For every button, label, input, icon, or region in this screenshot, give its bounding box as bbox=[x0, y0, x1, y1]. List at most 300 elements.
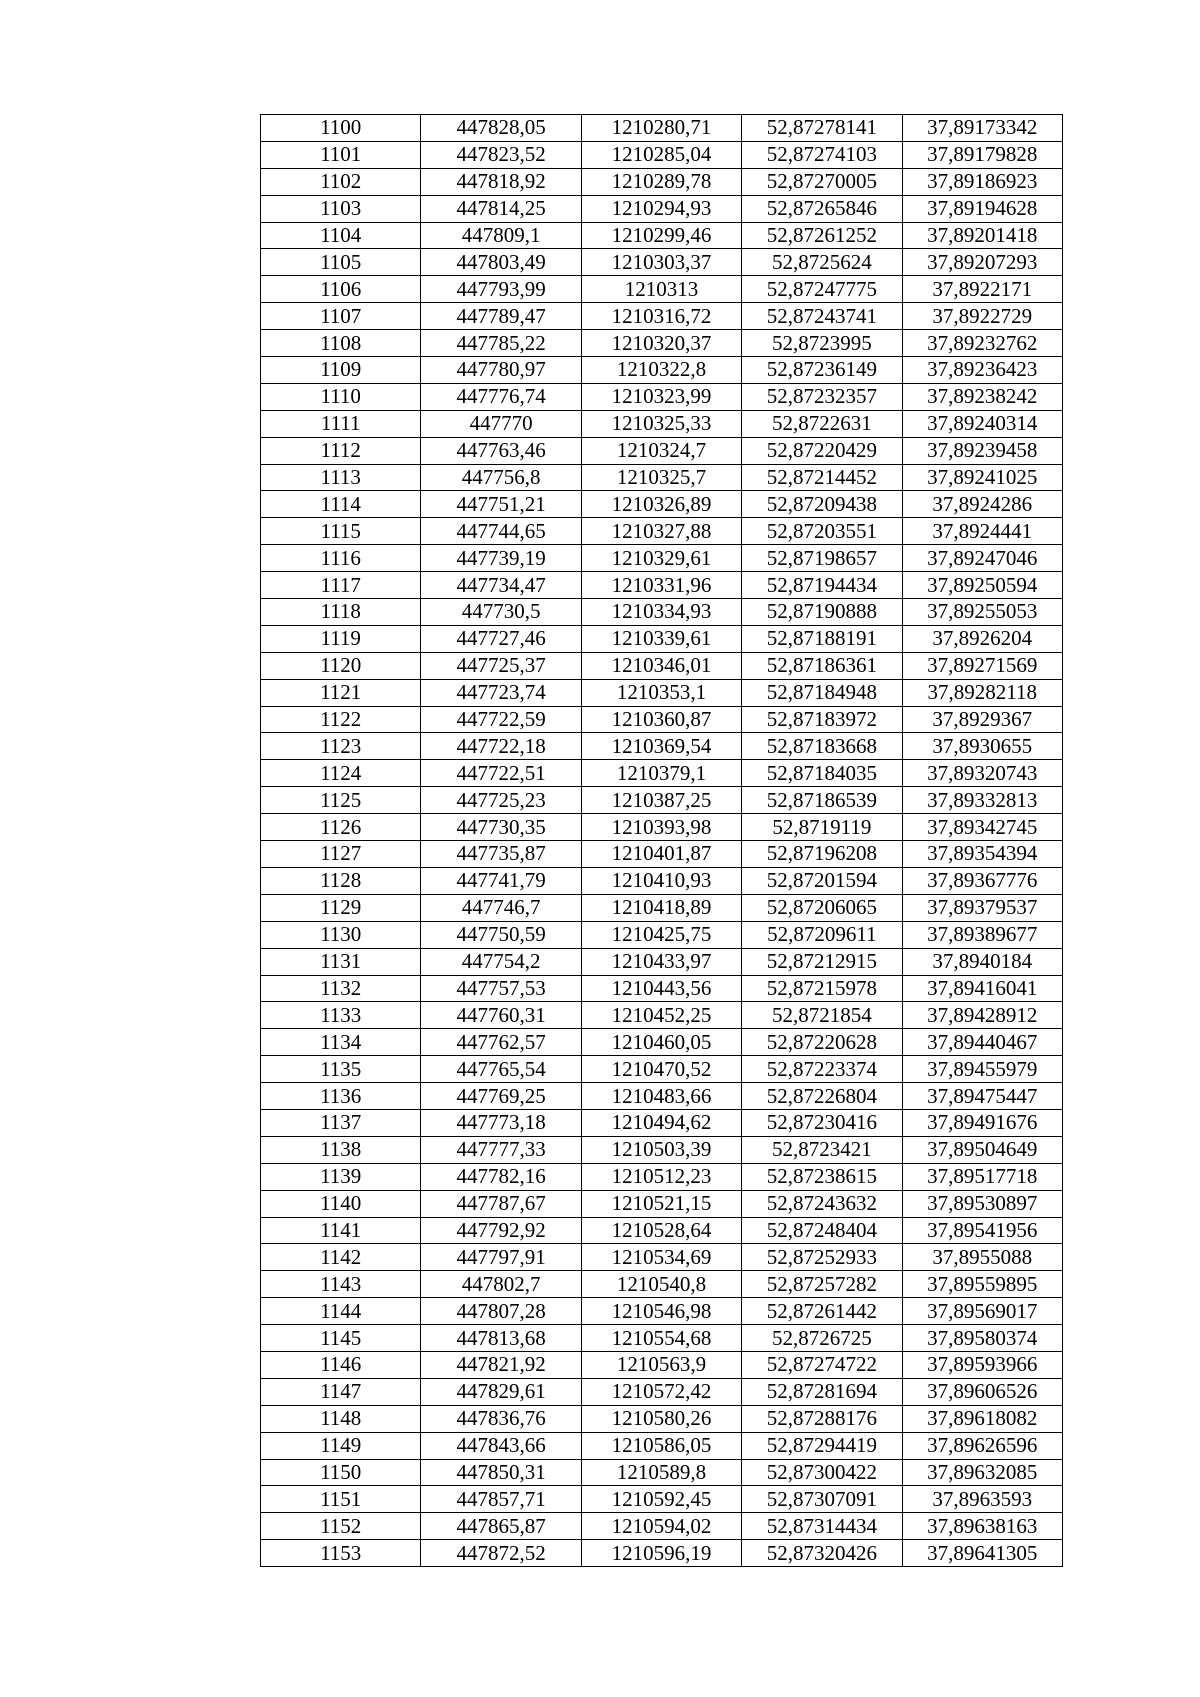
latitude-cell: 52,87257282 bbox=[742, 1271, 902, 1298]
x-coordinate-cell: 447762,57 bbox=[421, 1029, 581, 1056]
longitude-cell: 37,89530897 bbox=[902, 1190, 1062, 1217]
x-coordinate-cell: 447818,92 bbox=[421, 168, 581, 195]
point-number-cell: 1152 bbox=[261, 1513, 421, 1540]
y-coordinate-cell: 1210528,64 bbox=[581, 1217, 741, 1244]
table-row bbox=[261, 652, 1063, 679]
y-coordinate-cell: 1210470,52 bbox=[581, 1056, 741, 1083]
longitude-cell: 37,89638163 bbox=[902, 1513, 1062, 1540]
x-coordinate-cell: 447777,33 bbox=[421, 1136, 581, 1163]
y-coordinate-cell: 1210572,42 bbox=[581, 1378, 741, 1405]
longitude-cell: 37,8955088 bbox=[902, 1244, 1062, 1271]
longitude-cell: 37,89475447 bbox=[902, 1083, 1062, 1110]
longitude-cell: 37,89632085 bbox=[902, 1459, 1062, 1486]
point-number-cell: 1125 bbox=[261, 787, 421, 814]
point-number-cell: 1123 bbox=[261, 733, 421, 760]
latitude-cell: 52,87238615 bbox=[742, 1163, 902, 1190]
point-number-cell: 1149 bbox=[261, 1432, 421, 1459]
table-row bbox=[261, 1217, 1063, 1244]
y-coordinate-cell: 1210369,54 bbox=[581, 733, 741, 760]
y-coordinate-cell: 1210326,89 bbox=[581, 491, 741, 518]
point-number-cell: 1130 bbox=[261, 921, 421, 948]
longitude-cell: 37,89389677 bbox=[902, 921, 1062, 948]
longitude-cell: 37,8963593 bbox=[902, 1486, 1062, 1513]
point-number-cell: 1115 bbox=[261, 518, 421, 545]
y-coordinate-cell: 1210521,15 bbox=[581, 1190, 741, 1217]
point-number-cell: 1117 bbox=[261, 572, 421, 599]
x-coordinate-cell: 447756,8 bbox=[421, 464, 581, 491]
longitude-cell: 37,8922171 bbox=[902, 276, 1062, 303]
latitude-cell: 52,87307091 bbox=[742, 1486, 902, 1513]
table-row bbox=[261, 1244, 1063, 1271]
latitude-cell: 52,87198657 bbox=[742, 545, 902, 572]
x-coordinate-cell: 447857,71 bbox=[421, 1486, 581, 1513]
longitude-cell: 37,89194628 bbox=[902, 195, 1062, 222]
x-coordinate-cell: 447750,59 bbox=[421, 921, 581, 948]
latitude-cell: 52,87320426 bbox=[742, 1540, 902, 1567]
x-coordinate-cell: 447722,59 bbox=[421, 706, 581, 733]
x-coordinate-cell: 447782,16 bbox=[421, 1163, 581, 1190]
latitude-cell: 52,87252933 bbox=[742, 1244, 902, 1271]
longitude-cell: 37,89618082 bbox=[902, 1405, 1062, 1432]
latitude-cell: 52,87265846 bbox=[742, 195, 902, 222]
point-number-cell: 1120 bbox=[261, 652, 421, 679]
table-row bbox=[261, 572, 1063, 599]
table-row bbox=[261, 1486, 1063, 1513]
table-row bbox=[261, 894, 1063, 921]
x-coordinate-cell: 447744,65 bbox=[421, 518, 581, 545]
x-coordinate-cell: 447735,87 bbox=[421, 841, 581, 868]
x-coordinate-cell: 447865,87 bbox=[421, 1513, 581, 1540]
latitude-cell: 52,87184035 bbox=[742, 760, 902, 787]
latitude-cell: 52,87186361 bbox=[742, 652, 902, 679]
y-coordinate-cell: 1210393,98 bbox=[581, 814, 741, 841]
point-number-cell: 1104 bbox=[261, 222, 421, 249]
y-coordinate-cell: 1210592,45 bbox=[581, 1486, 741, 1513]
longitude-cell: 37,89186923 bbox=[902, 168, 1062, 195]
table-row bbox=[261, 1271, 1063, 1298]
y-coordinate-cell: 1210299,46 bbox=[581, 222, 741, 249]
table-row bbox=[261, 599, 1063, 626]
longitude-cell: 37,89232762 bbox=[902, 330, 1062, 357]
table-row bbox=[261, 1083, 1063, 1110]
point-number-cell: 1109 bbox=[261, 357, 421, 384]
table-row bbox=[261, 921, 1063, 948]
longitude-cell: 37,89593966 bbox=[902, 1351, 1062, 1378]
latitude-cell: 52,87281694 bbox=[742, 1378, 902, 1405]
point-number-cell: 1136 bbox=[261, 1083, 421, 1110]
point-number-cell: 1132 bbox=[261, 975, 421, 1002]
table-row bbox=[261, 679, 1063, 706]
y-coordinate-cell: 1210494,62 bbox=[581, 1109, 741, 1136]
y-coordinate-cell: 1210387,25 bbox=[581, 787, 741, 814]
longitude-cell: 37,89354394 bbox=[902, 841, 1062, 868]
x-coordinate-cell: 447789,47 bbox=[421, 303, 581, 330]
longitude-cell: 37,89282118 bbox=[902, 679, 1062, 706]
x-coordinate-cell: 447773,18 bbox=[421, 1109, 581, 1136]
point-number-cell: 1105 bbox=[261, 249, 421, 276]
latitude-cell: 52,87214452 bbox=[742, 464, 902, 491]
table-row bbox=[261, 518, 1063, 545]
longitude-cell: 37,89559895 bbox=[902, 1271, 1062, 1298]
y-coordinate-cell: 1210331,96 bbox=[581, 572, 741, 599]
x-coordinate-cell: 447723,74 bbox=[421, 679, 581, 706]
longitude-cell: 37,89179828 bbox=[902, 141, 1062, 168]
latitude-cell: 52,87203551 bbox=[742, 518, 902, 545]
table-row bbox=[261, 168, 1063, 195]
longitude-cell: 37,89504649 bbox=[902, 1136, 1062, 1163]
point-number-cell: 1131 bbox=[261, 948, 421, 975]
y-coordinate-cell: 1210443,56 bbox=[581, 975, 741, 1002]
x-coordinate-cell: 447850,31 bbox=[421, 1459, 581, 1486]
point-number-cell: 1147 bbox=[261, 1378, 421, 1405]
y-coordinate-cell: 1210554,68 bbox=[581, 1325, 741, 1352]
table-row bbox=[261, 330, 1063, 357]
y-coordinate-cell: 1210327,88 bbox=[581, 518, 741, 545]
table-row bbox=[261, 1136, 1063, 1163]
longitude-cell: 37,89455979 bbox=[902, 1056, 1062, 1083]
table-row bbox=[261, 222, 1063, 249]
x-coordinate-cell: 447754,2 bbox=[421, 948, 581, 975]
table-row bbox=[261, 1109, 1063, 1136]
y-coordinate-cell: 1210322,8 bbox=[581, 357, 741, 384]
latitude-cell: 52,87261442 bbox=[742, 1298, 902, 1325]
latitude-cell: 52,87188191 bbox=[742, 625, 902, 652]
y-coordinate-cell: 1210316,72 bbox=[581, 303, 741, 330]
x-coordinate-cell: 447792,92 bbox=[421, 1217, 581, 1244]
table-row bbox=[261, 1513, 1063, 1540]
x-coordinate-cell: 447793,99 bbox=[421, 276, 581, 303]
point-number-cell: 1128 bbox=[261, 867, 421, 894]
y-coordinate-cell: 1210323,99 bbox=[581, 383, 741, 410]
x-coordinate-cell: 447797,91 bbox=[421, 1244, 581, 1271]
x-coordinate-cell: 447739,19 bbox=[421, 545, 581, 572]
x-coordinate-cell: 447828,05 bbox=[421, 115, 581, 142]
y-coordinate-cell: 1210410,93 bbox=[581, 867, 741, 894]
latitude-cell: 52,8723995 bbox=[742, 330, 902, 357]
longitude-cell: 37,89379537 bbox=[902, 894, 1062, 921]
point-number-cell: 1141 bbox=[261, 1217, 421, 1244]
latitude-cell: 52,87209438 bbox=[742, 491, 902, 518]
table-row bbox=[261, 1056, 1063, 1083]
y-coordinate-cell: 1210425,75 bbox=[581, 921, 741, 948]
x-coordinate-cell: 447823,52 bbox=[421, 141, 581, 168]
point-number-cell: 1127 bbox=[261, 841, 421, 868]
point-number-cell: 1114 bbox=[261, 491, 421, 518]
point-number-cell: 1112 bbox=[261, 437, 421, 464]
longitude-cell: 37,89239458 bbox=[902, 437, 1062, 464]
table-row bbox=[261, 1298, 1063, 1325]
table-row bbox=[261, 1378, 1063, 1405]
coordinates-table bbox=[260, 114, 1063, 1567]
y-coordinate-cell: 1210563,9 bbox=[581, 1351, 741, 1378]
y-coordinate-cell: 1210289,78 bbox=[581, 168, 741, 195]
latitude-cell: 52,87247775 bbox=[742, 276, 902, 303]
table-row bbox=[261, 1029, 1063, 1056]
point-number-cell: 1106 bbox=[261, 276, 421, 303]
x-coordinate-cell: 447725,23 bbox=[421, 787, 581, 814]
table-row bbox=[261, 948, 1063, 975]
point-number-cell: 1113 bbox=[261, 464, 421, 491]
x-coordinate-cell: 447725,37 bbox=[421, 652, 581, 679]
x-coordinate-cell: 447734,47 bbox=[421, 572, 581, 599]
point-number-cell: 1107 bbox=[261, 303, 421, 330]
table-row bbox=[261, 357, 1063, 384]
table-row bbox=[261, 437, 1063, 464]
x-coordinate-cell: 447780,97 bbox=[421, 357, 581, 384]
table-row bbox=[261, 195, 1063, 222]
latitude-cell: 52,87274722 bbox=[742, 1351, 902, 1378]
latitude-cell: 52,87236149 bbox=[742, 357, 902, 384]
point-number-cell: 1108 bbox=[261, 330, 421, 357]
longitude-cell: 37,8940184 bbox=[902, 948, 1062, 975]
longitude-cell: 37,89569017 bbox=[902, 1298, 1062, 1325]
y-coordinate-cell: 1210294,93 bbox=[581, 195, 741, 222]
table-row bbox=[261, 1540, 1063, 1567]
y-coordinate-cell: 1210324,7 bbox=[581, 437, 741, 464]
point-number-cell: 1110 bbox=[261, 383, 421, 410]
y-coordinate-cell: 1210401,87 bbox=[581, 841, 741, 868]
longitude-cell: 37,89416041 bbox=[902, 975, 1062, 1002]
y-coordinate-cell: 1210503,39 bbox=[581, 1136, 741, 1163]
longitude-cell: 37,89207293 bbox=[902, 249, 1062, 276]
y-coordinate-cell: 1210512,23 bbox=[581, 1163, 741, 1190]
point-number-cell: 1101 bbox=[261, 141, 421, 168]
latitude-cell: 52,87270005 bbox=[742, 168, 902, 195]
table-row bbox=[261, 867, 1063, 894]
longitude-cell: 37,89250594 bbox=[902, 572, 1062, 599]
latitude-cell: 52,8723421 bbox=[742, 1136, 902, 1163]
table-row bbox=[261, 383, 1063, 410]
table-row bbox=[261, 1190, 1063, 1217]
point-number-cell: 1122 bbox=[261, 706, 421, 733]
latitude-cell: 52,87220429 bbox=[742, 437, 902, 464]
latitude-cell: 52,87184948 bbox=[742, 679, 902, 706]
table-row bbox=[261, 841, 1063, 868]
latitude-cell: 52,8725624 bbox=[742, 249, 902, 276]
y-coordinate-cell: 1210483,66 bbox=[581, 1083, 741, 1110]
x-coordinate-cell: 447803,49 bbox=[421, 249, 581, 276]
latitude-cell: 52,87215978 bbox=[742, 975, 902, 1002]
y-coordinate-cell: 1210546,98 bbox=[581, 1298, 741, 1325]
y-coordinate-cell: 1210418,89 bbox=[581, 894, 741, 921]
latitude-cell: 52,87261252 bbox=[742, 222, 902, 249]
x-coordinate-cell: 447722,51 bbox=[421, 760, 581, 787]
y-coordinate-cell: 1210325,33 bbox=[581, 410, 741, 437]
latitude-cell: 52,8726725 bbox=[742, 1325, 902, 1352]
longitude-cell: 37,8926204 bbox=[902, 625, 1062, 652]
x-coordinate-cell: 447746,7 bbox=[421, 894, 581, 921]
table-row bbox=[261, 115, 1063, 142]
point-number-cell: 1102 bbox=[261, 168, 421, 195]
x-coordinate-cell: 447770 bbox=[421, 410, 581, 437]
x-coordinate-cell: 447776,74 bbox=[421, 383, 581, 410]
longitude-cell: 37,8922729 bbox=[902, 303, 1062, 330]
longitude-cell: 37,89580374 bbox=[902, 1325, 1062, 1352]
x-coordinate-cell: 447741,79 bbox=[421, 867, 581, 894]
point-number-cell: 1121 bbox=[261, 679, 421, 706]
x-coordinate-cell: 447757,53 bbox=[421, 975, 581, 1002]
longitude-cell: 37,89173342 bbox=[902, 115, 1062, 142]
x-coordinate-cell: 447787,67 bbox=[421, 1190, 581, 1217]
table-row bbox=[261, 706, 1063, 733]
table-row bbox=[261, 276, 1063, 303]
point-number-cell: 1124 bbox=[261, 760, 421, 787]
latitude-cell: 52,87201594 bbox=[742, 867, 902, 894]
y-coordinate-cell: 1210329,61 bbox=[581, 545, 741, 572]
longitude-cell: 37,89440467 bbox=[902, 1029, 1062, 1056]
latitude-cell: 52,87243632 bbox=[742, 1190, 902, 1217]
latitude-cell: 52,8721854 bbox=[742, 1002, 902, 1029]
y-coordinate-cell: 1210594,02 bbox=[581, 1513, 741, 1540]
longitude-cell: 37,89367776 bbox=[902, 867, 1062, 894]
longitude-cell: 37,89247046 bbox=[902, 545, 1062, 572]
latitude-cell: 52,87294419 bbox=[742, 1432, 902, 1459]
point-number-cell: 1145 bbox=[261, 1325, 421, 1352]
latitude-cell: 52,87300422 bbox=[742, 1459, 902, 1486]
latitude-cell: 52,87288176 bbox=[742, 1405, 902, 1432]
longitude-cell: 37,89428912 bbox=[902, 1002, 1062, 1029]
y-coordinate-cell: 1210540,8 bbox=[581, 1271, 741, 1298]
latitude-cell: 52,87223374 bbox=[742, 1056, 902, 1083]
y-coordinate-cell: 1210460,05 bbox=[581, 1029, 741, 1056]
table-row bbox=[261, 787, 1063, 814]
latitude-cell: 52,87220628 bbox=[742, 1029, 902, 1056]
longitude-cell: 37,89201418 bbox=[902, 222, 1062, 249]
x-coordinate-cell: 447722,18 bbox=[421, 733, 581, 760]
point-number-cell: 1134 bbox=[261, 1029, 421, 1056]
table-row bbox=[261, 1163, 1063, 1190]
point-number-cell: 1139 bbox=[261, 1163, 421, 1190]
x-coordinate-cell: 447814,25 bbox=[421, 195, 581, 222]
y-coordinate-cell: 1210280,71 bbox=[581, 115, 741, 142]
longitude-cell: 37,89236423 bbox=[902, 357, 1062, 384]
x-coordinate-cell: 447730,5 bbox=[421, 599, 581, 626]
latitude-cell: 52,8719119 bbox=[742, 814, 902, 841]
point-number-cell: 1129 bbox=[261, 894, 421, 921]
table-row bbox=[261, 410, 1063, 437]
x-coordinate-cell: 447760,31 bbox=[421, 1002, 581, 1029]
x-coordinate-cell: 447821,92 bbox=[421, 1351, 581, 1378]
table-row bbox=[261, 975, 1063, 1002]
latitude-cell: 52,87314434 bbox=[742, 1513, 902, 1540]
latitude-cell: 52,87230416 bbox=[742, 1109, 902, 1136]
latitude-cell: 52,87196208 bbox=[742, 841, 902, 868]
latitude-cell: 52,87206065 bbox=[742, 894, 902, 921]
x-coordinate-cell: 447802,7 bbox=[421, 1271, 581, 1298]
longitude-cell: 37,8929367 bbox=[902, 706, 1062, 733]
y-coordinate-cell: 1210379,1 bbox=[581, 760, 741, 787]
point-number-cell: 1103 bbox=[261, 195, 421, 222]
latitude-cell: 52,87274103 bbox=[742, 141, 902, 168]
x-coordinate-cell: 447809,1 bbox=[421, 222, 581, 249]
x-coordinate-cell: 447769,25 bbox=[421, 1083, 581, 1110]
table-row bbox=[261, 491, 1063, 518]
y-coordinate-cell: 1210596,19 bbox=[581, 1540, 741, 1567]
point-number-cell: 1142 bbox=[261, 1244, 421, 1271]
longitude-cell: 37,89517718 bbox=[902, 1163, 1062, 1190]
latitude-cell: 52,87226804 bbox=[742, 1083, 902, 1110]
point-number-cell: 1133 bbox=[261, 1002, 421, 1029]
y-coordinate-cell: 1210433,97 bbox=[581, 948, 741, 975]
latitude-cell: 52,87248404 bbox=[742, 1217, 902, 1244]
y-coordinate-cell: 1210360,87 bbox=[581, 706, 741, 733]
point-number-cell: 1140 bbox=[261, 1190, 421, 1217]
longitude-cell: 37,8924286 bbox=[902, 491, 1062, 518]
longitude-cell: 37,89641305 bbox=[902, 1540, 1062, 1567]
y-coordinate-cell: 1210346,01 bbox=[581, 652, 741, 679]
table-row bbox=[261, 1002, 1063, 1029]
longitude-cell: 37,89238242 bbox=[902, 383, 1062, 410]
point-number-cell: 1143 bbox=[261, 1271, 421, 1298]
x-coordinate-cell: 447807,28 bbox=[421, 1298, 581, 1325]
latitude-cell: 52,87278141 bbox=[742, 115, 902, 142]
point-number-cell: 1137 bbox=[261, 1109, 421, 1136]
longitude-cell: 37,8930655 bbox=[902, 733, 1062, 760]
x-coordinate-cell: 447730,35 bbox=[421, 814, 581, 841]
table-row bbox=[261, 141, 1063, 168]
longitude-cell: 37,89271569 bbox=[902, 652, 1062, 679]
table-row bbox=[261, 1432, 1063, 1459]
longitude-cell: 37,89606526 bbox=[902, 1378, 1062, 1405]
latitude-cell: 52,87190888 bbox=[742, 599, 902, 626]
point-number-cell: 1153 bbox=[261, 1540, 421, 1567]
point-number-cell: 1111 bbox=[261, 410, 421, 437]
y-coordinate-cell: 1210353,1 bbox=[581, 679, 741, 706]
longitude-cell: 37,89241025 bbox=[902, 464, 1062, 491]
x-coordinate-cell: 447836,76 bbox=[421, 1405, 581, 1432]
x-coordinate-cell: 447829,61 bbox=[421, 1378, 581, 1405]
x-coordinate-cell: 447763,46 bbox=[421, 437, 581, 464]
point-number-cell: 1138 bbox=[261, 1136, 421, 1163]
x-coordinate-cell: 447751,21 bbox=[421, 491, 581, 518]
longitude-cell: 37,89541956 bbox=[902, 1217, 1062, 1244]
table-row bbox=[261, 814, 1063, 841]
table-row bbox=[261, 1459, 1063, 1486]
coordinates-table-body bbox=[261, 115, 1063, 1567]
x-coordinate-cell: 447785,22 bbox=[421, 330, 581, 357]
table-row bbox=[261, 303, 1063, 330]
y-coordinate-cell: 1210580,26 bbox=[581, 1405, 741, 1432]
point-number-cell: 1151 bbox=[261, 1486, 421, 1513]
x-coordinate-cell: 447843,66 bbox=[421, 1432, 581, 1459]
table-row bbox=[261, 760, 1063, 787]
table-row bbox=[261, 1405, 1063, 1432]
latitude-cell: 52,87209611 bbox=[742, 921, 902, 948]
longitude-cell: 37,89320743 bbox=[902, 760, 1062, 787]
point-number-cell: 1116 bbox=[261, 545, 421, 572]
table-row bbox=[261, 1325, 1063, 1352]
latitude-cell: 52,87183668 bbox=[742, 733, 902, 760]
latitude-cell: 52,87183972 bbox=[742, 706, 902, 733]
point-number-cell: 1146 bbox=[261, 1351, 421, 1378]
x-coordinate-cell: 447765,54 bbox=[421, 1056, 581, 1083]
latitude-cell: 52,87194434 bbox=[742, 572, 902, 599]
table-row bbox=[261, 733, 1063, 760]
point-number-cell: 1100 bbox=[261, 115, 421, 142]
y-coordinate-cell: 1210589,8 bbox=[581, 1459, 741, 1486]
longitude-cell: 37,89342745 bbox=[902, 814, 1062, 841]
table-row bbox=[261, 1351, 1063, 1378]
longitude-cell: 37,89255053 bbox=[902, 599, 1062, 626]
x-coordinate-cell: 447872,52 bbox=[421, 1540, 581, 1567]
table-row bbox=[261, 464, 1063, 491]
longitude-cell: 37,89332813 bbox=[902, 787, 1062, 814]
point-number-cell: 1126 bbox=[261, 814, 421, 841]
x-coordinate-cell: 447727,46 bbox=[421, 625, 581, 652]
point-number-cell: 1118 bbox=[261, 599, 421, 626]
point-number-cell: 1144 bbox=[261, 1298, 421, 1325]
y-coordinate-cell: 1210313 bbox=[581, 276, 741, 303]
